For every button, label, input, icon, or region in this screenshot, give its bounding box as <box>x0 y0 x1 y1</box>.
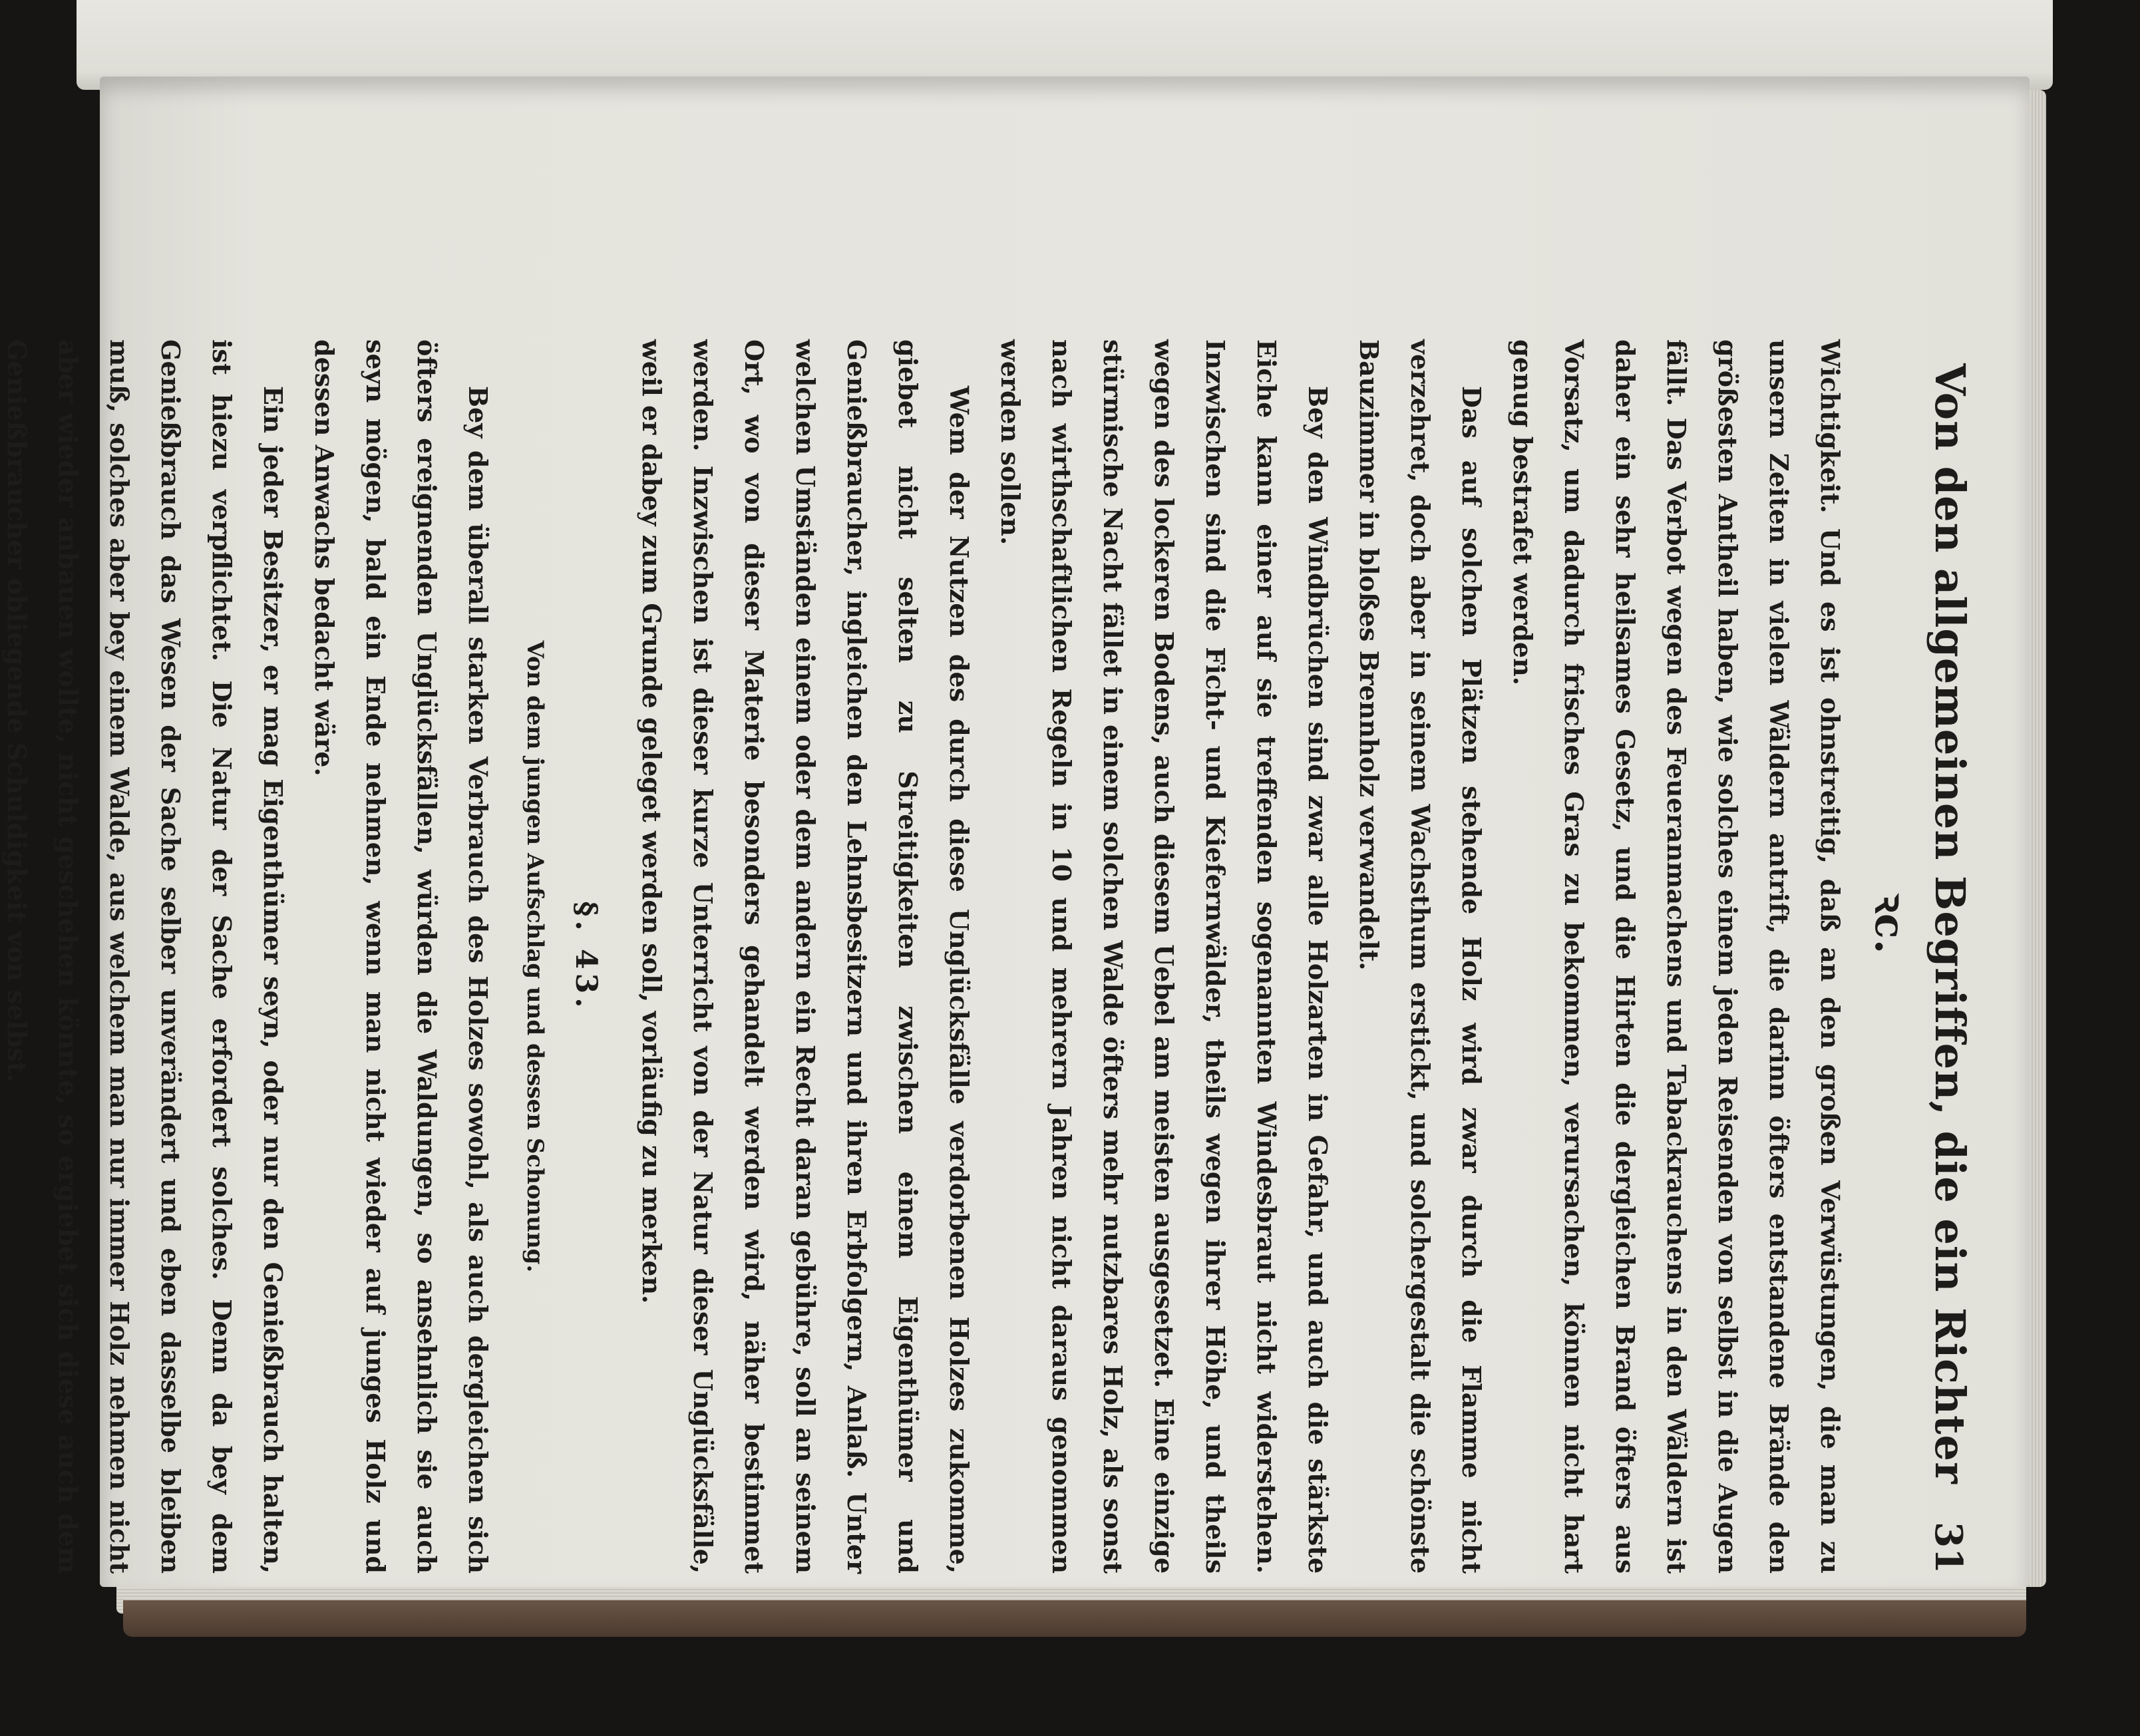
running-header <box>1860 339 1980 1574</box>
section-paragraph-1: Bey dem überall starken Verbrauch des Holzes sowohl, als auch dergleichen sich öfters ereignenden Unglücksfällen, würden die Waldungen, so ansehnlich sie auch seyn mögen, bald ein Ende nehmen, wenn man nicht wieder auf junges Holz und dessen Anwachs bedacht wäre. <box>309 339 493 1574</box>
paragraph-3: Bey den Windbrüchen sind zwar alle Holzarten in Gefahr, und auch die stärkste Eiche kann einer auf sie treffenden sogenannten Windesbraut nicht widerstehen. Inzwischen sind die Ficht- und Kiefernwälder, theils wegen ihrer Höhe, und theils wegen des lockeren Bodens, auch diesem Uebel am meisten ausgesetzet. Eine einzige stürmische Nacht fället in einem solchen Walde öfters mehr nutzbares Holz, als sonst nach wirthschaftlichen Regeln in 10 und mehrern Jahren nicht daraus genommen werden sollen. <box>995 339 1333 1574</box>
paragraph-4: Wem der Nutzen des durch diese Unglücksfälle verdorbenen Holzes zukomme, giebet nicht selten zu Streitigkeiten zwischen einem Eigenthümer und Genießbraucher, ingleichen den Lehnsbesitzern und ihren Erbfolgern, Anlaß. Unter welchen Umständen einem oder dem andern ein Recht daran gebühre, soll an seinem Ort, wo von dieser Materie besonders gehandelt werden wird, näher bestimmet werden. Inzwischen ist dieser kurze Unterricht von der Natur dieser Unglücksfälle, weil er dabey zum Grunde geleget werden soll, vorläufig zu merken. <box>637 339 974 1574</box>
page-number: 31 <box>1926 1522 1970 1574</box>
header-title: Von den allgemeinen Begriffen, die ein Richter ꝛc. <box>1866 363 1974 1484</box>
section-heading: §. 43. <box>569 901 603 1012</box>
paragraph-2: Das auf solchen Plätzen stehende Holz wird zwar durch die Flamme nicht verzehret, doch aber in seinem Wachsthum erstickt, und solchergestalt die schönste Bauzimmer in bloßes Brennholz verwandelt. <box>1354 339 1487 1574</box>
section-paragraph-2: Ein jeder Besitzer, er mag Eigenthümer seyn, oder nur den Genießbrauch halten, ist hiezu verpflichtet. Die Natur der Sache erfordert solches. Denn da bey dem Genießbrauch das Wesen der Sache selber unverändert und eben dasselbe bleiben muß, solches aber bey einem Walde, aus welchem man nur immer Holz nehmen nicht aber wieder anbauen wollte, nicht geschehen könnte, so ergiebet sich diese auch dem Genießbraucher obliegende Schuldigkeit von selbst. <box>2 339 288 1574</box>
paragraph-1: Wichtigkeit. Und es ist ohnstreitig, daß an den großen Verwüstungen, die man zu unsern Zeiten in vielen Wäldern antrift, die darinn öfters entstandene Brände den größesten Antheil haben, wie solches einem jeden Reisenden von selbst in die Augen fällt. Das Verbot wegen des Feueranmachens und Tabackrauchens in den Wäldern ist daher ein sehr heilsames Gesetz, und die Hirten die dergleichen Brand öfters aus Vorsatz, um dadurch frisches Gras zu bekommen, verursachen, können nicht hart genug bestrafet werden. <box>1508 339 1845 1574</box>
rotated-text-block <box>2 339 1980 1574</box>
book-cover-edge <box>123 1600 2026 1637</box>
book-page <box>2 77 2030 1587</box>
section-subtitle: Von dem jungen Aufschlag und dessen Schonung. <box>522 640 548 1273</box>
